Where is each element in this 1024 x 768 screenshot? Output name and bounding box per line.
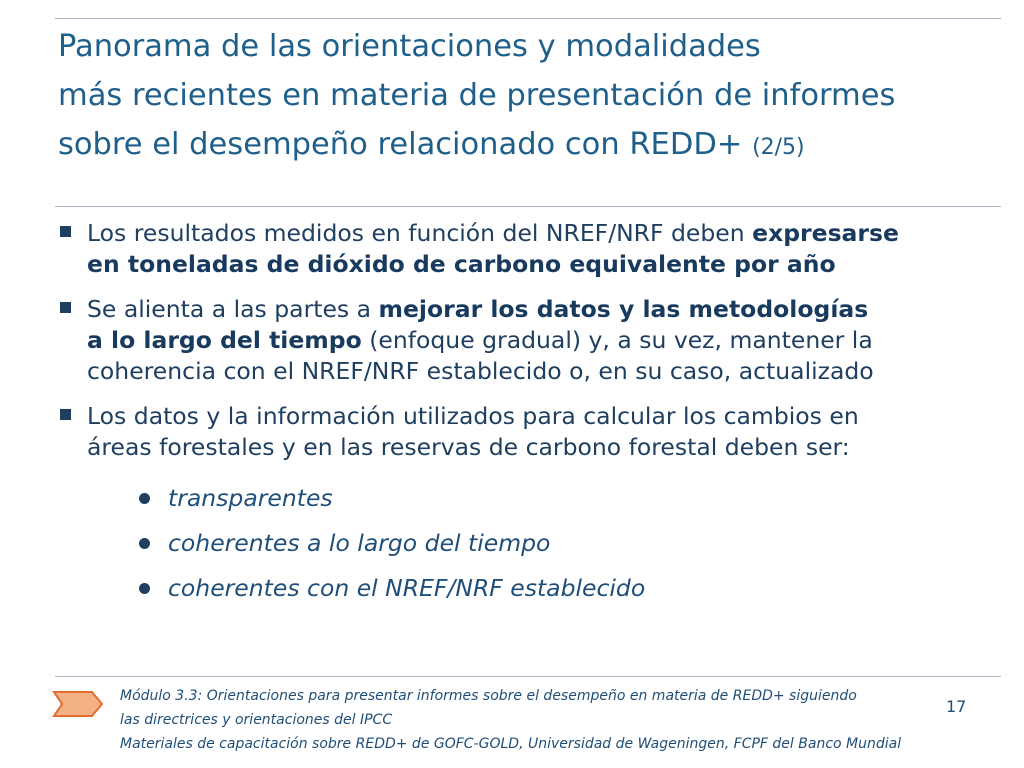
footer-line-3: Materiales de capacitación sobre REDD+ de GOFC-GOLD, Universidad de Wageningen, FCPF del Banco Mundial [120,736,902,752]
title-part-indicator: (2/5) [752,135,805,160]
square-bullet-icon [60,302,71,313]
title-line-3 [58,120,998,172]
bullet-2-bold: mejorar los datos y las metodologías [378,295,869,323]
bullet-2-line-1 [87,294,990,325]
chevron-arrow-icon [52,690,104,718]
bullet-list [60,218,990,477]
title-line-2: más recientes en materia de presentación de informes [58,78,896,113]
footer-line-1: Módulo 3.3: Orientaciones para presentar informes sobre el desempeño en materia de REDD+ siguiendo [120,688,857,704]
bullet-2-text-2: (enfoque gradual) y, a su vez, mantener la [361,326,873,354]
square-bullet-icon [60,409,71,420]
bullet-1-bold-2: en toneladas de dióxido de carbono equivalente por año [87,250,836,278]
bullet-1-line-2 [87,249,990,280]
bullet-item-2 [60,294,990,387]
top-divider [55,18,1001,19]
page-number: 17 [946,697,967,716]
bullet-item-3 [60,401,990,463]
bullet-1-text: Los resultados medidos en función del NREF/NRF deben [87,219,753,247]
round-bullet-icon [139,493,150,504]
title-divider [55,206,1001,207]
bullet-2-bold-2: a lo largo del tiempo [87,326,362,354]
bullet-1-bold: expresarse [752,219,899,247]
sub-bullet-item-2 [138,525,645,570]
title-line-1: Panorama de las orientaciones y modalidades [58,29,761,64]
bullet-2-text: Se alienta a las partes a [87,295,379,323]
bullet-3-line-1: Los datos y la información utilizados para calcular los cambios en [87,402,859,430]
sub-bullet-list [138,480,645,615]
footer-line-2: las directrices y orientaciones del IPCC [120,712,393,728]
sub-bullet-text-3: coherentes con el NREF/NRF establecido [168,574,646,602]
sub-bullet-item-3 [138,570,645,615]
footer-text [120,684,960,756]
sub-bullet-text-1: transparentes [168,484,333,512]
slide-title [58,22,998,172]
sub-bullet-item-1 [138,480,645,525]
title-line-3-text: sobre el desempeño relacionado con REDD+ [58,127,743,162]
bullet-2-line-3: coherencia con el NREF/NRF establecido o, en su caso, actualizado [87,357,874,385]
round-bullet-icon [139,583,150,594]
square-bullet-icon [60,226,71,237]
sub-bullet-text-2: coherentes a lo largo del tiempo [168,529,551,557]
bullet-3-line-2: áreas forestales y en las reservas de carbono forestal deben ser: [87,433,850,461]
round-bullet-icon [139,538,150,549]
bullet-2-line-2 [87,325,990,356]
bullet-1-line-1 [87,218,990,249]
footer-divider [55,676,1001,677]
bullet-item-1 [60,218,990,280]
